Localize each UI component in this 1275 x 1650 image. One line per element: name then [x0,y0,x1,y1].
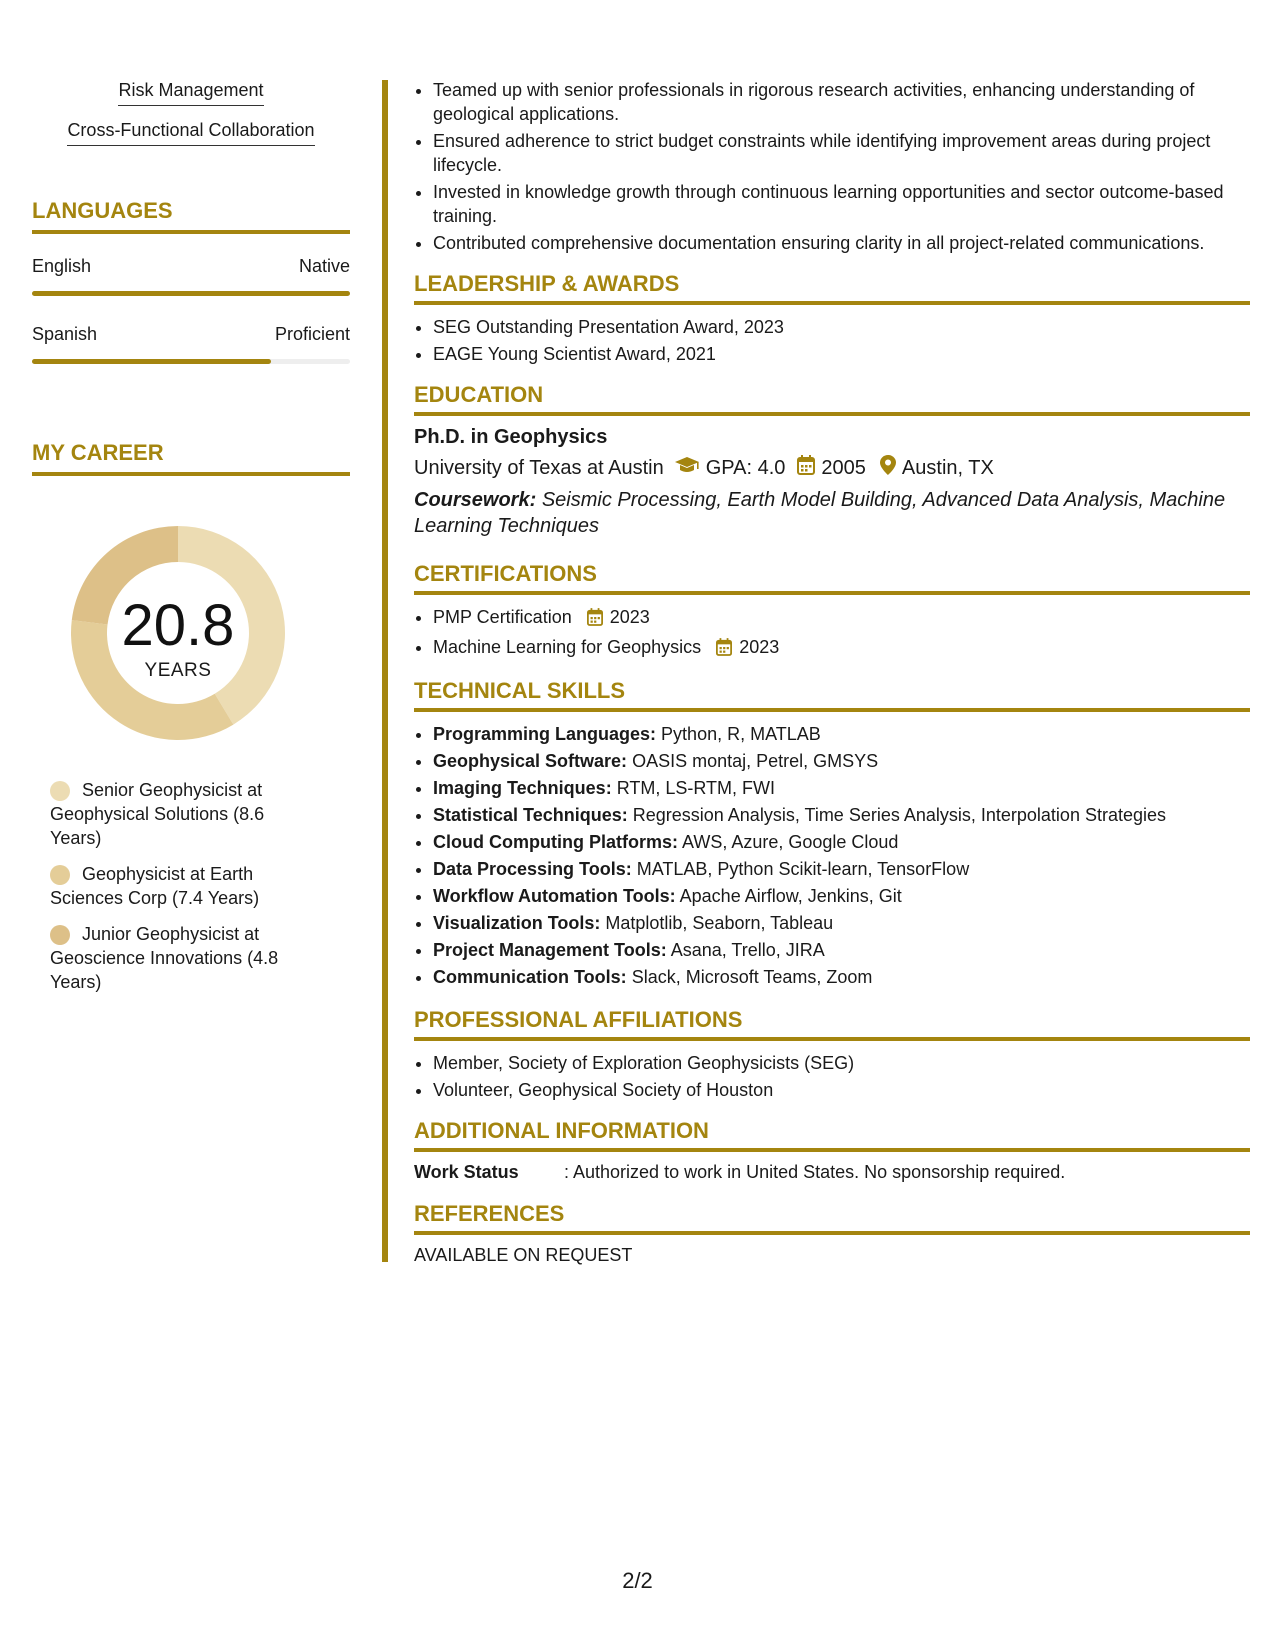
additional-info-heading: ADDITIONAL INFORMATION [414,1118,1250,1152]
skill-tag [32,120,350,146]
list-item: • Volunteer, Geophysical Society of Houston [433,1078,1250,1102]
coursework-label: Coursework: [414,489,537,511]
donut-center [63,518,293,682]
career-legend-item [32,778,320,850]
legend-dot-icon [50,925,70,945]
awards-list [414,315,1250,366]
work-status-row [414,1162,1250,1183]
skill-values: RTM, LS-RTM, FWI [616,778,776,798]
language-level: Native [298,256,350,276]
career-legend-label: Junior Geophysicist at Geoscience Innovations (4.8 Years) [50,924,279,992]
certification-year: 2023 [609,607,650,627]
skill-category: Workflow Automation Tools: [433,886,676,906]
skill-category: Communication Tools: [433,967,627,987]
degree-title: Ph.D. in Geophysics [414,426,608,448]
graduation-cap-icon [674,456,700,480]
skill-values: Matplotlib, Seaborn, Tableau [605,913,834,933]
list-item: • Teamed up with senior professionals in rigorous research activities, enhancing understanding of geological applications. [433,78,1250,126]
skill-values: Python, R, MATLAB [661,724,821,744]
career-heading: MY CAREER [32,440,350,476]
skill-category: Visualization Tools: [433,913,601,933]
language-item [32,324,350,364]
skill-category: Statistical Techniques: [433,805,628,825]
skill-category: Imaging Techniques: [433,778,612,798]
list-item [433,884,1250,908]
skill-values: MATLAB, Python Scikit-learn, TensorFlow [636,859,970,879]
languages-heading: LANGUAGES [32,198,350,234]
main-content [414,80,1250,1266]
career-legend-label: Senior Geophysicist at Geophysical Solutions (8.6 Years) [50,780,265,848]
calendar-icon [797,455,815,481]
skill-values: Slack, Microsoft Teams, Zoom [631,967,873,987]
legend-dot-icon [50,781,70,801]
list-item: • Invested in knowledge growth through continuous learning opportunities and sector outcome-based training. [433,180,1250,228]
list-item [433,938,1250,962]
school-name: University of Texas at Austin [414,456,664,479]
experience-bullets [414,78,1250,255]
career-legend-label: Geophysicist at Earth Sciences Corp (7.4 Years) [50,864,260,908]
technical-skills-list [414,722,1250,989]
language-level: Proficient [274,324,350,344]
page-number: 2/2 [622,1568,653,1593]
skill-values: Regression Analysis, Time Series Analysis, Interpolation Strategies [632,805,1166,825]
list-item: • Contributed comprehensive documentation ensuring clarity in all project-related communications. [433,231,1250,255]
awards-heading: LEADERSHIP & AWARDS [414,271,1250,305]
certifications-list [414,605,1250,662]
list-item [433,803,1250,827]
career-legend-item [32,922,320,994]
list-item [433,965,1250,989]
affiliations-list [414,1051,1250,1102]
list-item [433,911,1250,935]
list-item [433,605,1250,632]
list-item: • EAGE Young Scientist Award, 2021 [433,342,1250,366]
career-total-years: 20.8 [121,593,235,658]
skill-values: Apache Airflow, Jenkins, Git [679,886,902,906]
language-bar-fill [32,291,350,296]
language-bar [32,291,350,296]
skill-category: Programming Languages: [433,724,657,744]
education-details [414,455,1250,481]
affiliations-heading: PROFESSIONAL AFFILIATIONS [414,1007,1250,1041]
gpa: GPA: 4.0 [705,456,786,479]
list-item [433,722,1250,746]
skill-values: OASIS montaj, Petrel, GMSYS [632,751,879,771]
career-legend [32,778,350,994]
calendar-icon [716,638,732,662]
skill-category: Project Management Tools: [433,940,667,960]
list-item: • Member, Society of Exploration Geophysicists (SEG) [433,1051,1250,1075]
language-bar [32,359,350,364]
list-item: • SEG Outstanding Presentation Award, 2023 [433,315,1250,339]
location-pin-icon [880,455,896,481]
career-total-unit: YEARS [144,660,212,681]
legend-dot-icon [50,865,70,885]
list-item [433,749,1250,773]
skill-category: Geophysical Software: [433,751,628,771]
list-item: • Ensured adherence to strict budget constraints while identifying improvement areas during project lifecycle. [433,129,1250,177]
work-status-value: : Authorized to work in United States. No sponsorship required. [564,1162,1066,1182]
school-location: Austin, TX [901,456,994,479]
skill-tag [32,80,350,106]
career-donut-chart [63,518,293,748]
certification-name: Machine Learning for Geophysics [433,637,702,657]
graduation-year: 2005 [821,456,866,479]
work-status-label: Work Status [414,1162,519,1182]
skill-values: AWS, Azure, Google Cloud [682,832,899,852]
career-legend-item [32,862,320,910]
calendar-icon [587,608,603,632]
language-name: English [32,256,92,276]
language-name: Spanish [32,324,98,344]
references-heading: REFERENCES [414,1201,1250,1235]
list-item [433,830,1250,854]
list-item [433,635,1250,662]
coursework-text: Seismic Processing, Earth Model Building, Advanced Data Analysis, Machine Learning Techniques [414,489,1226,537]
references-text: AVAILABLE ON REQUEST [414,1245,633,1265]
certification-year: 2023 [739,637,780,657]
column-divider [382,80,388,1262]
certifications-heading: CERTIFICATIONS [414,561,1250,595]
skill-label: Cross-Functional Collaboration [67,120,314,146]
skill-category: Cloud Computing Platforms: [433,832,678,852]
coursework [414,487,1250,539]
list-item [433,857,1250,881]
skill-label: Risk Management [118,80,263,106]
list-item [433,776,1250,800]
sidebar [32,80,350,1006]
skill-values: Asana, Trello, JIRA [670,940,825,960]
technical-skills-heading: TECHNICAL SKILLS [414,678,1250,712]
skill-category: Data Processing Tools: [433,859,632,879]
certification-name: PMP Certification [433,607,572,627]
education-heading: EDUCATION [414,382,1250,416]
language-bar-fill [32,359,271,364]
language-item [32,256,350,296]
